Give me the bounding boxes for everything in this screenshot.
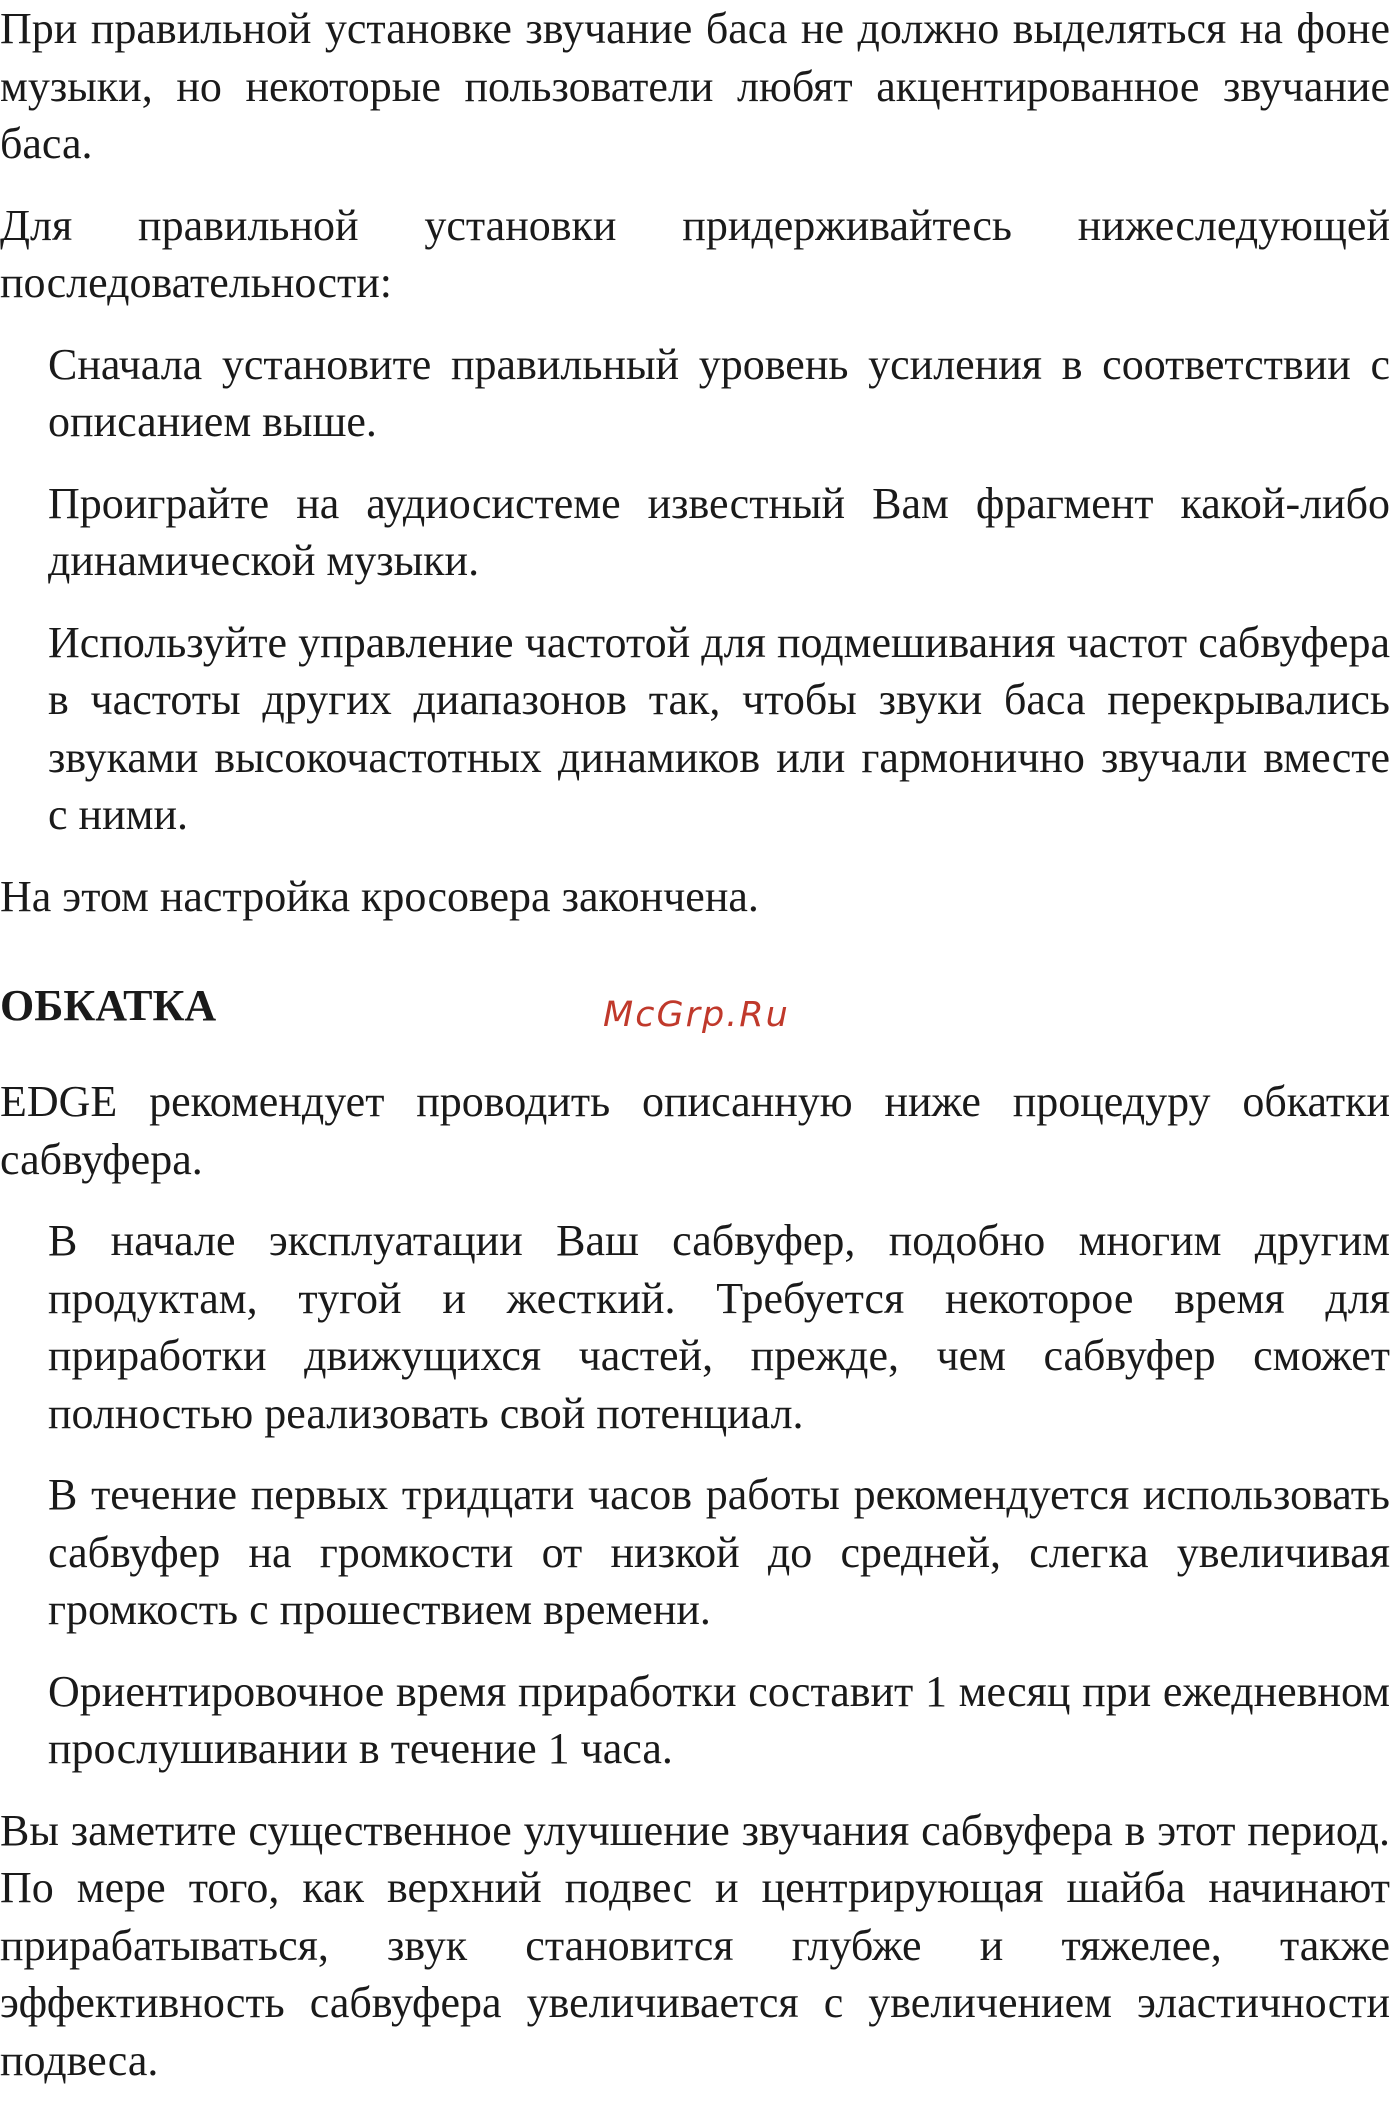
paragraph-closing: Вы заметите существенное улучшение звучания сабвуфера в этот период. По мере того, как верхний подвес и центрирующая шайба начинают прирабатываться, звук становится глубже и тяжелее, также эффективность сабвуфера увеличивается с увеличением эластичности подвеса. — [0, 1805, 1390, 2085]
section-heading-row — [0, 977, 1390, 1047]
step-crossover-2: Проиграйте на аудиосистеме известный Вам фрагмент какой-либо динамической музыки. — [48, 478, 1390, 585]
watermark: McGrp.Ru — [603, 995, 790, 1035]
step-break-in-1: В начале эксплуатации Ваш сабвуфер, подобно многим другим продуктам, тугой и жесткий. Требуется некоторое время для приработки движущихся частей, прежде, чем сабвуфер сможет полностью реализовать свой потенциал. — [48, 1216, 1390, 1438]
step-crossover-1: Сначала установите правильный уровень усиления в соответствии с описанием выше. — [48, 339, 1390, 446]
paragraph-break-in-intro: EDGE рекомендует проводить описанную ниже процедуру обкатки сабвуфера. — [0, 1077, 1390, 1184]
paragraph-conclusion: На этом настройка кросовера закончена. — [0, 871, 759, 921]
step-break-in-2: В течение первых тридцати часов работы рекомендуется использовать сабвуфер на громкости от низкой до средней, слегка увеличивая громкость с прошествием времени. — [48, 1470, 1390, 1634]
section-heading: ОБКАТКА — [0, 981, 217, 1030]
paragraph-sequence-intro: Для правильной установки придерживайтесь нижеследующей последовательности: — [0, 200, 1390, 307]
step-break-in-3: Ориентировочное время приработки составит 1 месяц при ежедневном прослушивании в течение 1 часа. — [48, 1666, 1390, 1773]
step-crossover-3: Используйте управление частотой для подмешивания частот сабвуфера в частоты других диапазонов так, чтобы звуки баса перекрывались звуками высокочастотных динамиков или гармонично звучали вместе с ними. — [48, 617, 1390, 839]
paragraph-bass-intro: При правильной установке звучание баса не должно выделяться на фоне музыки, но некоторые пользователи любят акцентированное звучание баса. — [0, 4, 1390, 168]
